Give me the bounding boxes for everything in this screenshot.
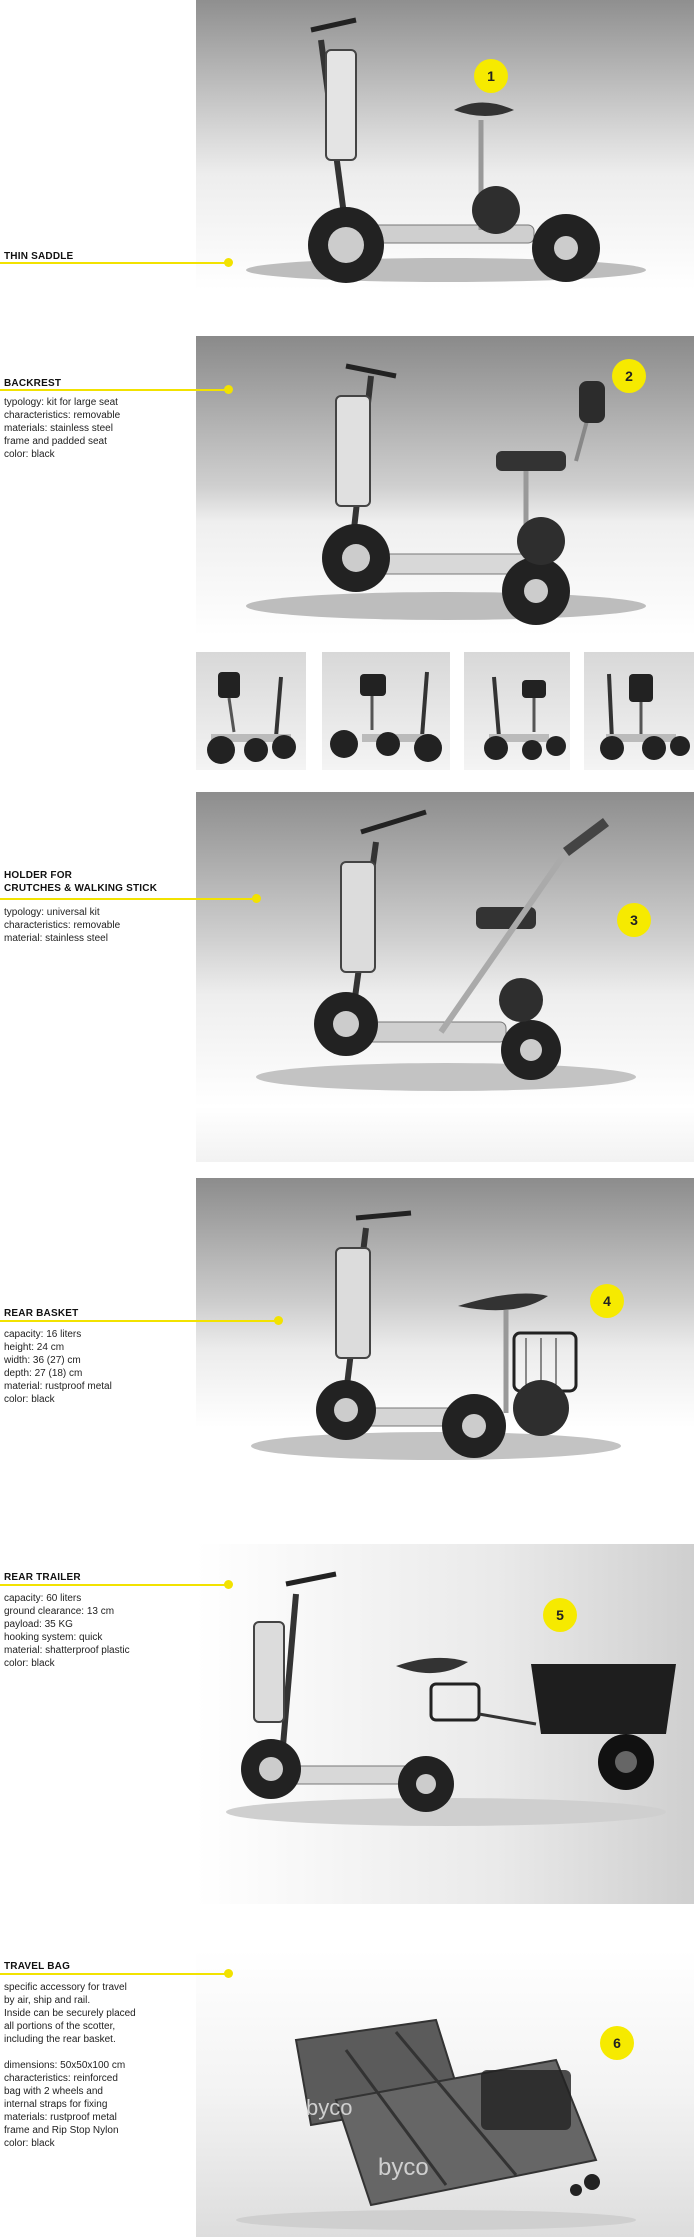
- section-title-thin-saddle: THIN SADDLE: [4, 251, 74, 262]
- section-title-rear-trailer: REAR TRAILER: [4, 1572, 81, 1583]
- scooter-trailer-illustration: [196, 1544, 694, 1904]
- leader-line-4: [0, 1320, 278, 1322]
- scooter-crutch-illustration: [196, 792, 694, 1162]
- callout-number-5: 5: [543, 1598, 577, 1632]
- section-title-travel-bag: TRAVEL BAG: [4, 1961, 71, 1972]
- callout-number-1: 1: [474, 59, 508, 93]
- leader-line-1: [0, 262, 228, 264]
- leader-dot-4: [274, 1316, 283, 1325]
- section-title-rear-basket: REAR BASKET: [4, 1308, 79, 1319]
- backrest-thumbnail-2: [322, 652, 450, 770]
- section-description-rear-trailer: capacity: 60 liters ground clearance: 13 cm payload: 35 KG hooking system: quick material: shatterproof plastic color: black: [4, 1593, 130, 1669]
- leader-line-6: [0, 1973, 228, 1975]
- leader-line-2: [0, 389, 228, 391]
- leader-dot-6: [224, 1969, 233, 1978]
- backrest-thumbnail-1: [196, 652, 306, 770]
- section-title-crutch-holder-line1: HOLDER FOR: [4, 870, 73, 881]
- leader-dot-3: [252, 894, 261, 903]
- travel-bag-illustration: [196, 1950, 694, 2237]
- callout-number-3: 3: [617, 903, 651, 937]
- callout-number-4: 4: [590, 1284, 624, 1318]
- section-description-backrest: typology: kit for large seat characteristics: removable materials: stainless steel frame and padded seat color: black: [4, 397, 121, 460]
- rear-basket-photo: [196, 1178, 694, 1490]
- rear-trailer-photo: [196, 1544, 694, 1904]
- scooter-basket-illustration: [196, 1178, 694, 1490]
- leader-dot-5: [224, 1580, 233, 1589]
- backrest-thumbnail-3: [464, 652, 570, 770]
- thin-saddle-photo: [196, 0, 694, 290]
- leader-dot-1: [224, 258, 233, 267]
- callout-number-6: 6: [600, 2026, 634, 2060]
- leader-line-3: [0, 898, 256, 900]
- travel-bag-photo: [196, 1950, 694, 2237]
- section-title-backrest: BACKREST: [4, 378, 62, 389]
- bag-logo-2: byco: [378, 2154, 429, 2181]
- crutch-holder-photo: [196, 792, 694, 1162]
- callout-number-2: 2: [612, 359, 646, 393]
- scooter-illustration: [196, 0, 694, 290]
- section-title-crutch-holder-line2: CRUTCHES & WALKING STICK: [4, 883, 158, 894]
- section-description-rear-basket: capacity: 16 liters height: 24 cm width: 36 (27) cm depth: 27 (18) cm material: rustproof metal color: black: [4, 1329, 112, 1405]
- section-description-crutch-holder: typology: universal kit characteristics: removable material: stainless steel: [4, 907, 121, 944]
- section-description-travel-bag: specific accessory for travel by air, ship and rail. Inside can be securely placed all portions of the scotter, including the rear basket. dimensions: 50x50x100 cm characteristics: reinforced bag with 2 wheels and internal straps for fixing materials: rustproof metal frame and Rip Stop Nylon color: black: [4, 1982, 136, 2149]
- backrest-thumbnail-4: [584, 652, 694, 770]
- leader-line-5: [0, 1584, 228, 1586]
- leader-dot-2: [224, 385, 233, 394]
- bag-logo-1: byco: [306, 2095, 353, 2120]
